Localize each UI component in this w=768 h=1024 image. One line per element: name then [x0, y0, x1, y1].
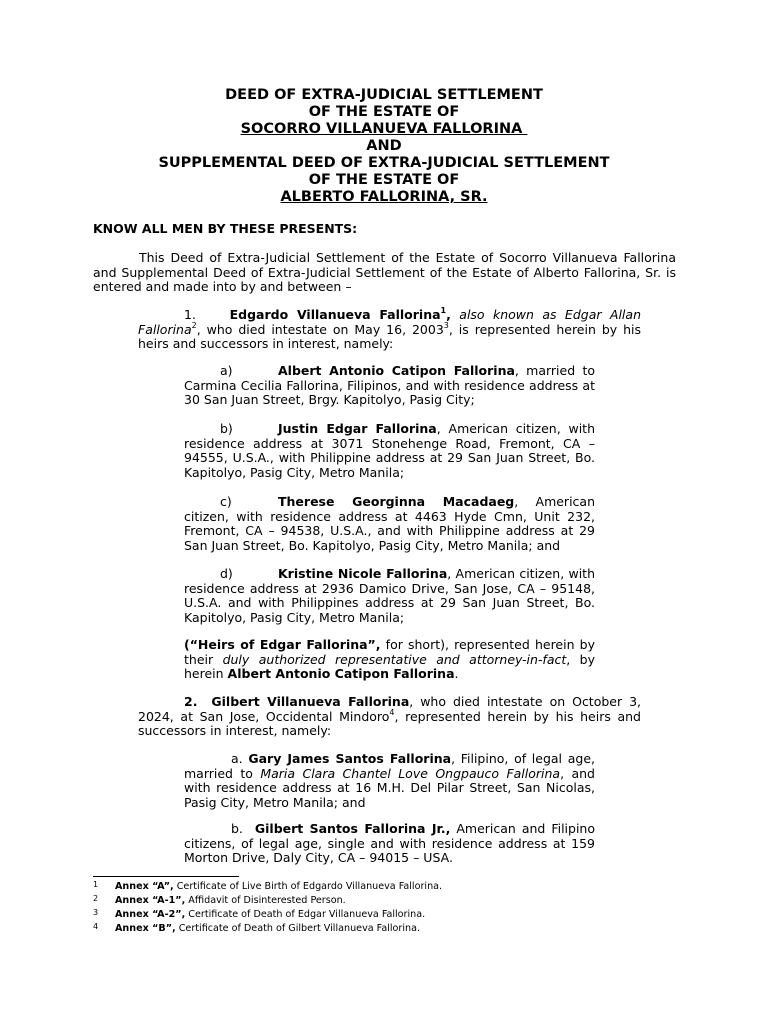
item-1-text-1: , who died intestate on May 16, 2003 [196, 321, 444, 337]
heir-d-name: Kristine Nicole Fallorina [278, 566, 448, 581]
footnote-3 [93, 909, 425, 921]
heirs-short-text-1: for short), represented herein by their [184, 637, 595, 667]
footnote-2-mark: 2 [93, 894, 99, 903]
item-1-aka: also known as Edgar Allan Fallorina [138, 307, 641, 337]
heir-b-name: Justin Edgar Fallorina [278, 421, 437, 436]
footnote-2-text: Affidavit of Disinterested Person. [185, 895, 346, 906]
heir-b-text: , American citizen, with residence address at 3071 Stonehenge Road, Fremont, CA – 94555, U.S.A., with Philippine address at 29 San Juan Street, Bo. Kapitolyo, Pasig City, Metro Manila; [184, 421, 595, 480]
item-2-paragraph [138, 695, 641, 739]
footnote-ref-3: 3 [443, 320, 449, 330]
item-2-text-1: , who died intestate on October 3, 2024, at San Jose, Occidental Mindoro [138, 694, 642, 724]
heir-a-letter: a) [220, 363, 233, 378]
item-2-name: Gilbert Villanueva Fallorina [211, 694, 410, 709]
footnote-2 [93, 895, 346, 907]
item-2-heir-a [184, 752, 595, 810]
footnote-1 [93, 881, 442, 893]
intro-paragraph [93, 251, 676, 295]
item-2-heir-a-spouse: Maria Clara Chantel Love Ongpauco Fallorina [260, 765, 561, 781]
know-all-heading: KNOW ALL MEN BY THESE PRESENTS: [93, 221, 358, 236]
title-line-5: SUPPLEMENTAL DEED OF EXTRA-JUDICIAL SETTLEMENT [158, 155, 610, 171]
footnote-3-mark: 3 [93, 908, 99, 917]
footnote-ref-1: 1 [440, 306, 447, 315]
footnote-3-text: Certificate of Death of Edgar Villanueva Fallorina. [185, 909, 426, 920]
heir-d-text: , American citizen, with residence address at 2936 Damico Drive, San Jose, CA – 95148, U.S.A. and with Philippines address at 29 San Juan Street, Bo. Kapitolyo, Pasig City, Metro Manila; [184, 566, 596, 625]
item-2-heir-a-text-1: , Filipino, of legal age, married to [184, 751, 595, 781]
footnote-4-mark: 4 [93, 922, 99, 931]
item-2-heir-b-letter: b. [231, 821, 243, 836]
footnote-4-annex: Annex “B”, [115, 923, 176, 934]
footnote-ref-4: 4 [389, 707, 395, 717]
item-2-heir-b [184, 822, 595, 866]
footnote-2-annex: Annex “A-1”, [115, 895, 186, 906]
heirs-short-name-paragraph [184, 638, 595, 682]
heirs-short-end: . [454, 666, 459, 682]
item-1-comma: , [446, 307, 451, 322]
footnote-1-text: Certificate of Live Birth of Edgardo Villanueva Fallorina. [173, 881, 443, 892]
heir-d-letter: d) [220, 566, 233, 581]
heirs-representative-name: Albert Antonio Catipon Fallorina [227, 666, 455, 682]
title-line-2: OF THE ESTATE OF [308, 104, 460, 120]
item-2-number: 2. [184, 694, 198, 709]
heir-c-name: Therese Georginna Macadaeg [278, 494, 515, 509]
item-2-heir-a-name: Gary James Santos Fallorina [248, 751, 452, 766]
heir-d [184, 567, 595, 625]
title-line-6: OF THE ESTATE OF [308, 172, 460, 188]
item-2-heir-b-text: American and Filipino citizens, of legal age, single and with residence address at 159 Morton Drive, Daly City, CA – 94015 – USA. [184, 821, 595, 866]
footnote-separator [93, 876, 239, 877]
footnote-1-annex: Annex “A”, [115, 881, 174, 892]
title-line-3: SOCORRO VILLANUEVA FALLORINA [240, 121, 528, 137]
item-2-heir-a-text-2: , and with residence address at 16 M.H. Del Pilar Street, San Nicolas, Pasig City, Metro Manila; and [184, 765, 595, 810]
footnote-3-annex: Annex “A-2”, [115, 909, 186, 920]
heir-c-letter: c) [220, 494, 232, 509]
heirs-short-italic: duly authorized representative and attorney-in-fact [222, 651, 567, 667]
item-1-text-2: , is represented herein by his heirs and successors in interest, namely: [138, 321, 641, 352]
item-2-heir-a-letter: a. [231, 751, 243, 766]
item-1-name: Edgardo Villanueva Fallorina [229, 307, 441, 322]
document-title [0, 87, 768, 206]
heir-b [184, 422, 595, 480]
heir-a-name: Albert Antonio Catipon Fallorina [278, 363, 515, 378]
heirs-short-label: (“Heirs of Edgar Fallorina”, [184, 637, 381, 652]
title-line-4: AND [366, 138, 402, 154]
intro-text: This Deed of Extra-Judicial Settlement of the Estate of Socorro Villanueva Fallorina and Supplemental Deed of Extra-Judicial Settlement of the Estate of Alberto Fallorina, Sr. is entered and made into by and between – [93, 250, 676, 295]
heir-a [184, 364, 595, 408]
title-line-1: DEED OF EXTRA-JUDICIAL SETTLEMENT [225, 87, 543, 103]
title-line-7: ALBERTO FALLORINA, SR. [280, 189, 488, 205]
footnote-ref-2: 2 [191, 320, 197, 330]
heir-c-text: , American citizen, with residence address at 4463 Hyde Cmn, Unit 232, Fremont, CA – 94538, U.S.A., and with Philippine address at 29 San Juan Street, Bo. Kapitolyo, Pasig City, Metro Manila; and [184, 494, 595, 553]
item-2-heir-b-name: Gilbert Santos Fallorina Jr., [254, 821, 451, 836]
footnote-4 [93, 923, 420, 935]
heir-a-text: , married to Carmina Cecilia Fallorina, Filipinos, and with residence address at 30 San Juan Street, Brgy. Kapitolyo, Pasig City; [184, 363, 595, 408]
item-1-paragraph [138, 308, 641, 352]
heir-b-letter: b) [220, 421, 233, 436]
item-1-number: 1. [184, 307, 196, 322]
heirs-short-text-2: , by herein [184, 651, 595, 682]
item-2-text-2: , represented herein by his heirs and successors in interest, namely: [138, 708, 641, 739]
heir-c [184, 495, 595, 553]
footnote-4-text: Certificate of Death of Gilbert Villanueva Fallorina. [175, 923, 421, 934]
footnote-1-mark: 1 [93, 880, 99, 889]
